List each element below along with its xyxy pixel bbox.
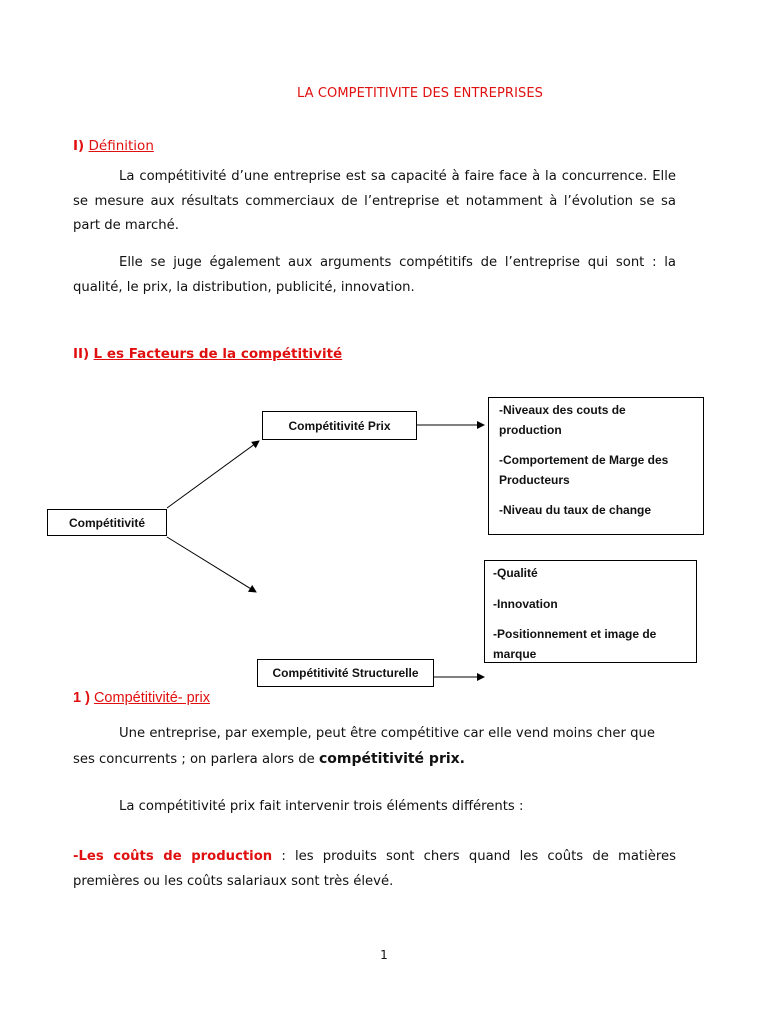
section-label: Compétitivité- prix <box>93 690 210 706</box>
price-paragraph-1 <box>73 722 676 772</box>
section-number: 1 ) <box>73 690 90 706</box>
factor-line: -Positionnement et image de <box>493 627 657 641</box>
box-competitivite-structurelle <box>257 659 434 687</box>
section-number: I) <box>73 138 85 154</box>
arrow-to-structural <box>167 537 256 592</box>
box-label: Compétitivité Prix <box>288 418 391 433</box>
arrow-to-price <box>167 441 259 508</box>
paragraph-text: La compétitivité d’une entreprise est sa capacité à faire face à la concurrence. Elle se mesure aux résultats commerciaux de l’entreprise et notamment à l’évolution se sa part de marché. <box>73 169 676 233</box>
price-paragraph-3 <box>73 845 676 894</box>
box-structural-factors <box>484 560 697 663</box>
factor-line: -Innovation <box>493 596 558 611</box>
factor-line: -Niveau du taux de change <box>499 503 652 517</box>
paragraph-text: : les produits sont chers quand les coûts de matières premières ou les coûts salariaux sont très élevé. <box>73 849 676 889</box>
section-number: II) <box>73 346 90 362</box>
section-label: L es Facteurs de la compétitivité <box>93 346 343 362</box>
price-paragraph-2 <box>73 795 676 820</box>
section-label: Définition <box>88 138 154 154</box>
factor-line: Producteurs <box>499 472 570 487</box>
page-title: LA COMPETITIVITE DES ENTREPRISES <box>296 86 544 101</box>
paragraph-text: Elle se juge également aux arguments compétitifs de l’entreprise qui sont : la qualité, le prix, la distribution, publicité, innovation. <box>73 255 676 295</box>
box-label: Compétitivité Structurelle <box>272 666 419 680</box>
box-label: Compétitivité <box>68 515 145 530</box>
bold-term: compétitivité prix. <box>318 750 466 767</box>
factor-line: production <box>499 422 562 437</box>
box-price-factors <box>488 397 704 535</box>
paragraph-text: La compétitivité prix fait intervenir trois éléments différents : <box>119 799 524 814</box>
factor-line: -Niveaux des couts de <box>499 403 626 417</box>
factor-line: marque <box>493 646 537 661</box>
factor-line: -Qualité <box>493 566 538 580</box>
subsection-heading-price <box>73 690 210 706</box>
paragraph-text: Une entreprise, par exemple, peut être compétitive car elle vend moins cher que ses concurrents ; on parlera alors de <box>73 726 655 767</box>
bold-term: -Les coûts de production <box>73 849 273 864</box>
box-competitivite-prix <box>262 411 417 440</box>
factor-line: -Comportement de Marge des <box>499 453 669 467</box>
page-number: 1 <box>380 948 388 962</box>
box-competitivite <box>47 509 167 536</box>
